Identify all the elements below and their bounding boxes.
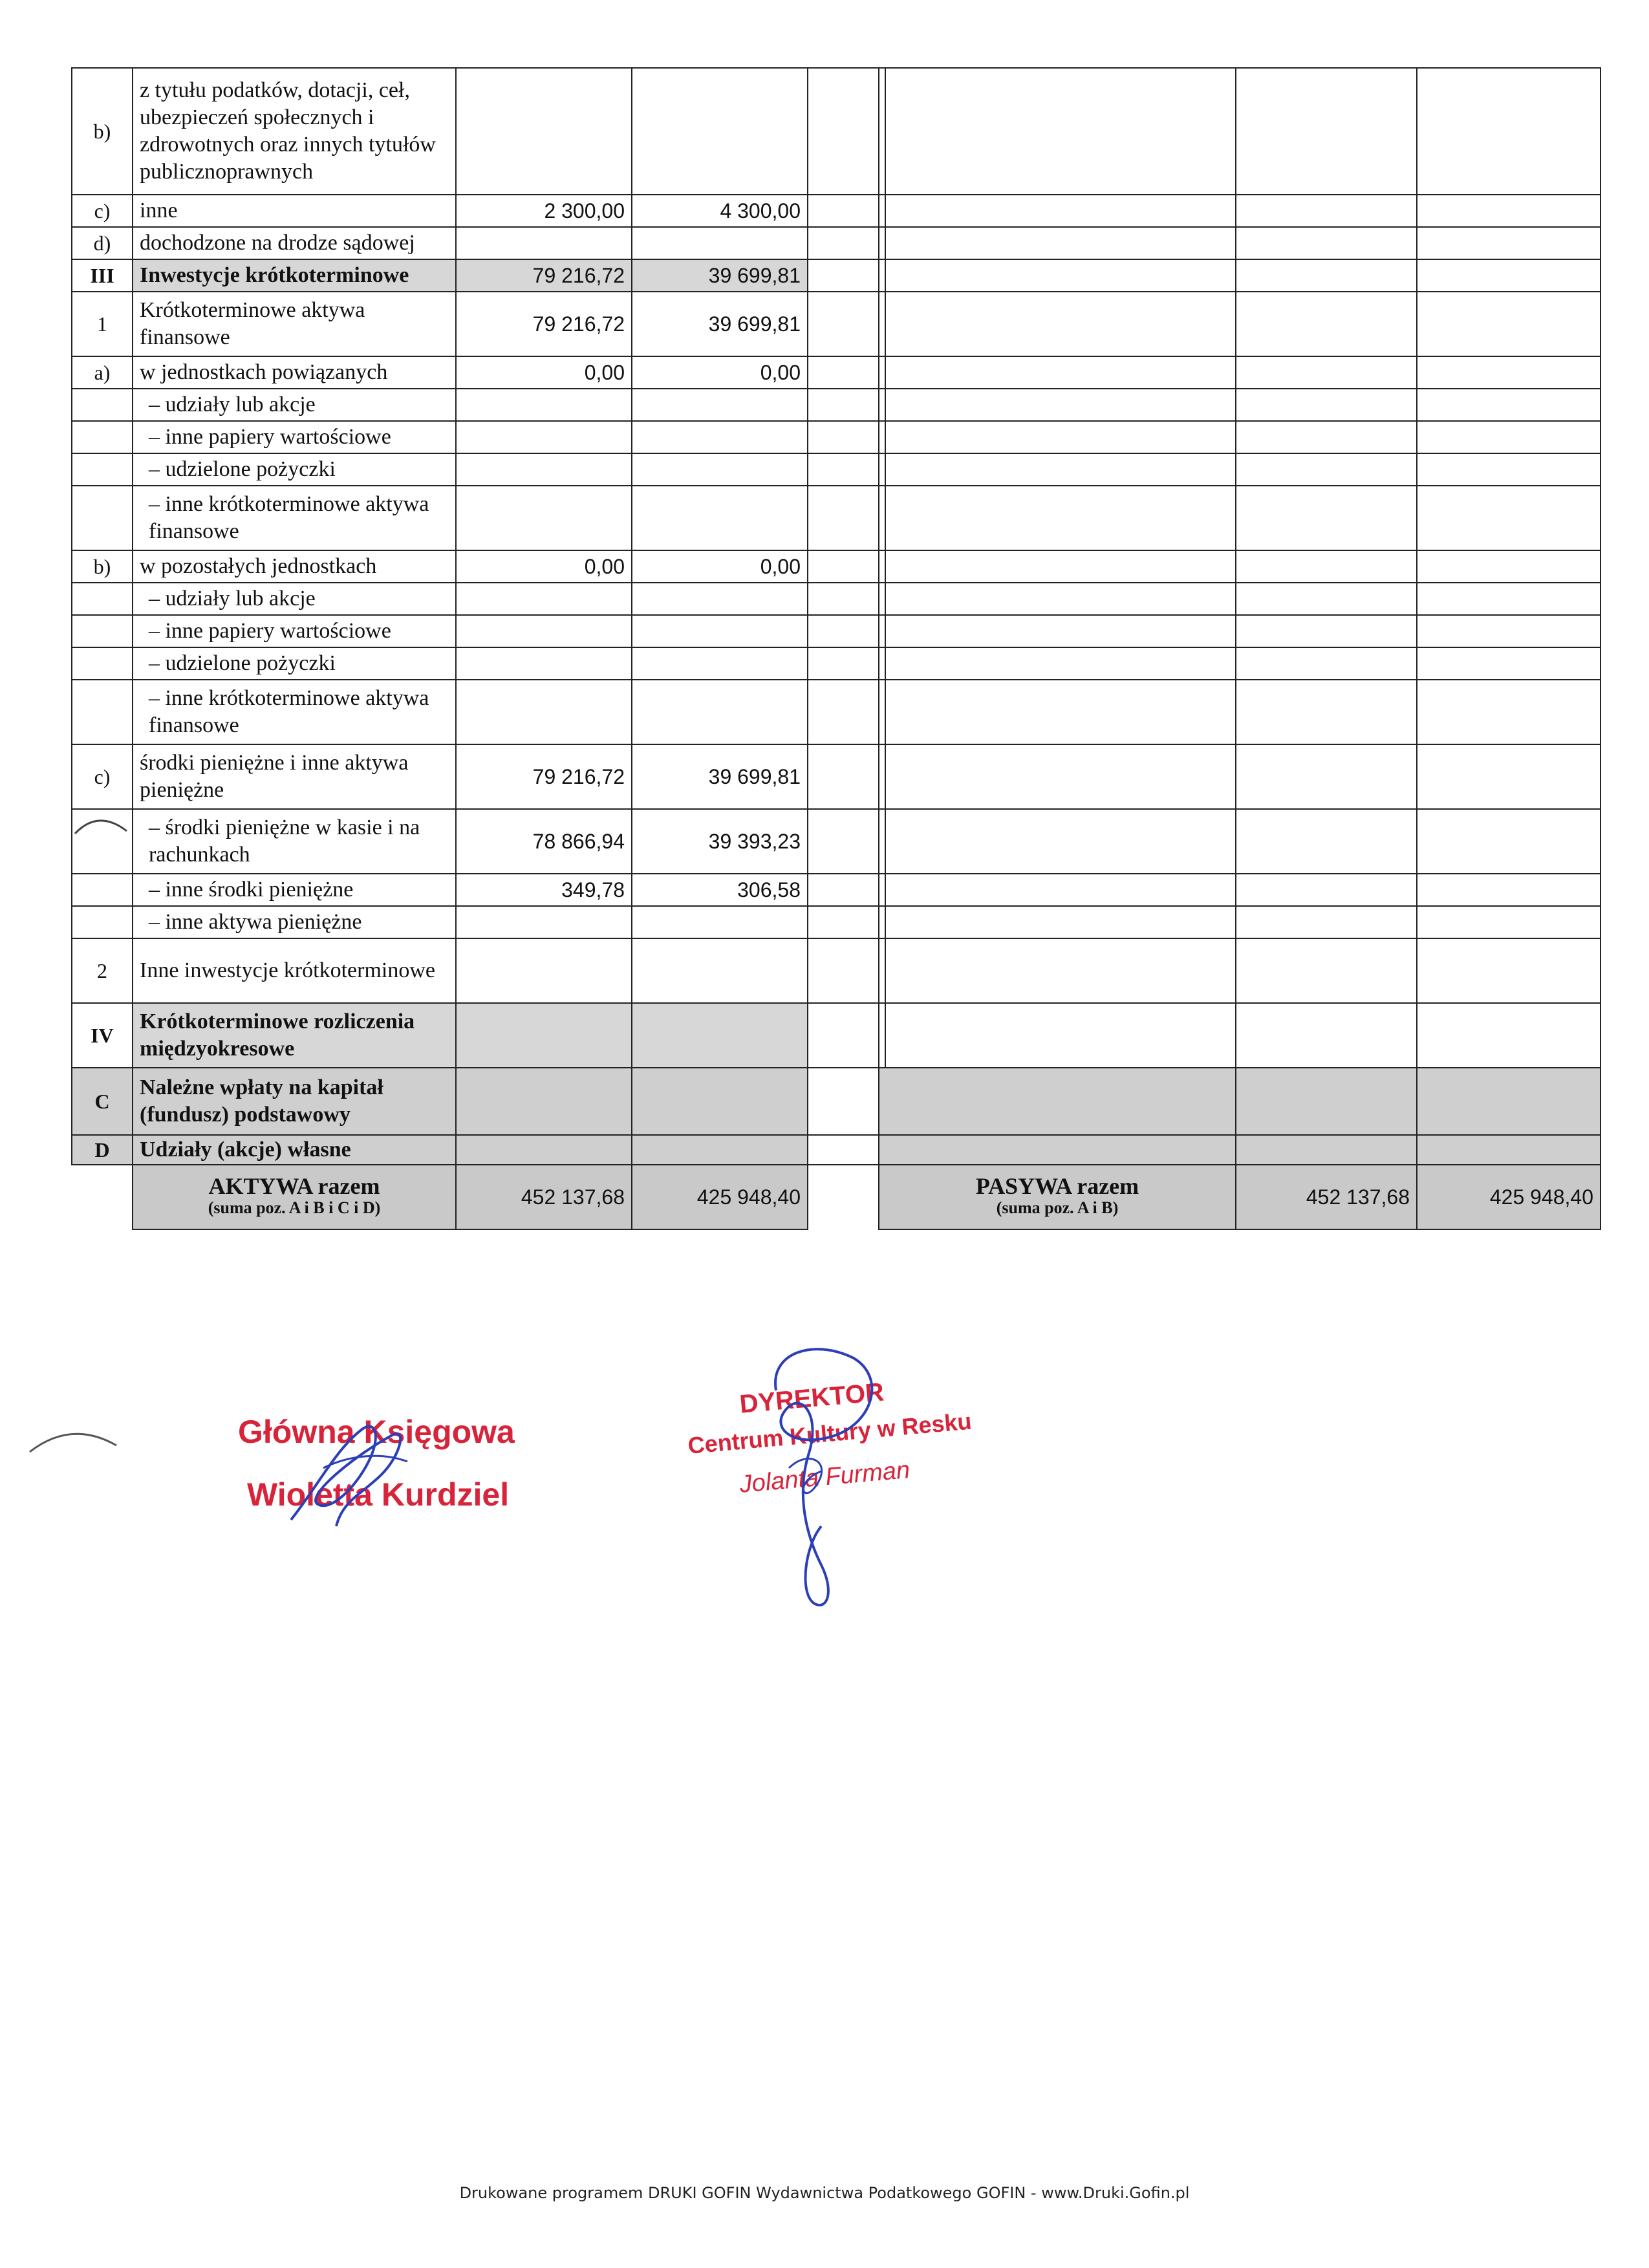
row-value-previous: 306,58 [632,874,808,906]
cell [1236,809,1417,874]
row-value-current: 0,00 [456,550,632,583]
table-row [72,453,885,486]
table-row [879,421,1600,453]
row-number [72,680,133,744]
row-value-previous [632,1068,808,1135]
cell [1417,68,1600,195]
cell [879,292,1236,356]
cell [879,680,1236,744]
row-number: C [72,1068,133,1135]
row-label: Inne inwestycje krótkoterminowe [133,938,456,1003]
row-number [72,906,133,938]
table-row [72,486,885,550]
row-extra-cell [808,583,885,615]
table-row [879,259,1600,292]
row-value-current: 0,00 [456,356,632,389]
table-row [72,227,885,259]
cell [1417,647,1600,680]
row-number: III [72,259,133,292]
row-extra-cell [808,227,885,259]
row-value-current [456,389,632,421]
cell [1417,356,1600,389]
row-label: dochodzone na drodze sądowej [133,227,456,259]
row-number [72,486,133,550]
row-extra-cell [808,195,885,227]
row-value-current [456,421,632,453]
cell [879,68,1236,195]
row-value-previous [632,615,808,647]
row-number: D [72,1135,133,1165]
row-value-current [456,615,632,647]
cell [879,550,1236,583]
row-extra-cell [808,550,885,583]
row-label: – inne papiery wartościowe [133,421,456,453]
row-value-current: 79 216,72 [456,292,632,356]
row-value-previous [632,389,808,421]
accountant-signature [278,1390,420,1539]
cell [1417,421,1600,453]
row-value-previous [632,68,808,195]
row-value-previous: 39 699,81 [632,259,808,292]
table-row [72,583,885,615]
row-extra-cell [808,356,885,389]
row-number: IV [72,1003,133,1068]
table-row [879,292,1600,356]
row-value-previous [632,583,808,615]
row-label: – udziały lub akcje [133,583,456,615]
table-row [879,227,1600,259]
row-number [72,647,133,680]
cell [1236,453,1417,486]
cell [1236,421,1417,453]
cell [879,1003,1236,1068]
table-row [72,615,885,647]
cell [879,809,1236,874]
cell [1236,647,1417,680]
cell [1417,906,1600,938]
cell [1417,680,1600,744]
row-value-current [456,906,632,938]
table-row [879,389,1600,421]
liabilities-total-label-cell [879,1165,1236,1229]
assets-total-label-cell [133,1165,456,1229]
table-row [879,356,1600,389]
cell [879,453,1236,486]
row-value-current [456,1068,632,1135]
cell [879,421,1236,453]
row-label: – udzielone pożyczki [133,453,456,486]
cell [1236,1068,1417,1135]
cell [1236,744,1417,809]
director-org: Centrum Kultury w Resku [687,1407,973,1459]
row-value-current [456,583,632,615]
row-value-previous [632,938,808,1003]
cell [1236,680,1417,744]
print-footer: Drukowane programem DRUKI GOFIN Wydawnictwa Podatkowego GOFIN - www.Druki.Gofin.pl [459,2184,1190,2202]
assets-table [71,67,886,1230]
cell [1236,195,1417,227]
table-row [879,874,1600,906]
table-row [879,1003,1600,1068]
row-label: – inne krótkoterminowe aktywa finansowe [133,680,456,744]
row-extra-cell [808,906,885,938]
cell [879,259,1236,292]
cell [1417,389,1600,421]
row-number [72,583,133,615]
liabilities-total-previous: 425 948,40 [1417,1165,1600,1229]
cell [879,356,1236,389]
cell [1236,356,1417,389]
row-value-previous [632,1003,808,1068]
cell [1417,1068,1600,1135]
table-row [879,680,1600,744]
cell [1417,486,1600,550]
table-row [879,550,1600,583]
table-row [72,356,885,389]
row-value-current: 78 866,94 [456,809,632,874]
cell [1417,227,1600,259]
liabilities-total-row [879,1165,1600,1229]
cell [1417,195,1600,227]
row-value-current [456,68,632,195]
row-extra-cell [808,809,885,874]
row-label: Inwestycje krótkoterminowe [133,259,456,292]
assets-total-row [72,1165,885,1229]
row-value-current [456,453,632,486]
cell [1417,292,1600,356]
row-extra-cell [808,421,885,453]
row-extra-cell [808,647,885,680]
row-value-previous [632,421,808,453]
row-label: Udziały (akcje) własne [133,1135,456,1165]
cell [1417,583,1600,615]
table-row [72,292,885,356]
row-label: – środki pieniężne w kasie i na rachunkach [133,809,456,874]
table-row [72,680,885,744]
row-value-previous: 0,00 [632,356,808,389]
table-row [72,1135,885,1165]
cell [879,647,1236,680]
table-row [879,68,1600,195]
cell [1236,259,1417,292]
row-value-previous: 39 393,23 [632,809,808,874]
cell [1236,1135,1417,1165]
cell [1417,938,1600,1003]
row-value-previous: 4 300,00 [632,195,808,227]
row-extra-cell [808,1135,885,1165]
row-label: Krótkoterminowe rozliczenia międzyokresowe [133,1003,456,1068]
cell [1417,550,1600,583]
row-label: – inne środki pieniężne [133,874,456,906]
table-row [72,195,885,227]
cell [879,486,1236,550]
cell [1417,615,1600,647]
assets-total-sublabel: (suma poz. A i B i C i D) [208,1198,381,1217]
cell [1417,809,1600,874]
table-row [879,453,1600,486]
row-label: Należne wpłaty na kapitał (fundusz) podstawowy [133,1068,456,1135]
cell [879,227,1236,259]
row-extra-cell [808,1068,885,1135]
table-row [72,68,885,195]
row-number [72,874,133,906]
table-row [879,647,1600,680]
row-label: – inne aktywa pieniężne [133,906,456,938]
cell [879,938,1236,1003]
row-label: środki pieniężne i inne aktywa pieniężne [133,744,456,809]
row-extra-cell [808,68,885,195]
row-extra-cell [808,292,885,356]
arc-mark [26,1420,123,1458]
cell [1417,874,1600,906]
director-signature [724,1332,905,1630]
row-extra-cell [808,680,885,744]
director-title: DYREKTOR [738,1377,885,1419]
cell [879,1135,1236,1165]
accountant-name: Wioletta Kurdziel [247,1476,510,1513]
cell [1417,453,1600,486]
row-number: d) [72,227,133,259]
row-label: z tytułu podatków, dotacji, ceł, ubezpieczeń społecznych i zdrowotnych oraz innych tytułów publicznoprawnych [133,68,456,195]
row-label: w pozostałych jednostkach [133,550,456,583]
row-number [72,389,133,421]
table-row [879,195,1600,227]
liabilities-total-label: PASYWA razem [975,1173,1139,1199]
cell [1236,615,1417,647]
table-row [879,906,1600,938]
row-number: a) [72,356,133,389]
table-row [879,744,1600,809]
row-label: w jednostkach powiązanych [133,356,456,389]
table-row [72,744,885,809]
cell [879,389,1236,421]
cell [1236,550,1417,583]
row-label: – udziały lub akcje [133,389,456,421]
row-value-previous [632,647,808,680]
table-row [72,1003,885,1068]
row-value-current: 2 300,00 [456,195,632,227]
row-value-previous: 39 699,81 [632,292,808,356]
table-row [879,809,1600,874]
row-extra-cell [808,744,885,809]
cell [879,195,1236,227]
row-value-current: 79 216,72 [456,744,632,809]
row-extra-cell [808,1003,885,1068]
table-row [72,938,885,1003]
liabilities-total-sublabel: (suma poz. A i B) [996,1198,1119,1217]
row-value-current: 79 216,72 [456,259,632,292]
assets-total-label: AKTYWA razem [208,1173,380,1199]
row-number: c) [72,195,133,227]
cell [1236,292,1417,356]
cell [879,874,1236,906]
cell [1236,68,1417,195]
arc-mark [72,812,131,837]
cell [1417,259,1600,292]
table-row [879,615,1600,647]
cell [1236,906,1417,938]
empty-cell [808,1165,885,1229]
row-value-previous [632,680,808,744]
table-row [72,421,885,453]
row-number [72,615,133,647]
row-value-current [456,486,632,550]
row-value-current [456,227,632,259]
row-label: – udzielone pożyczki [133,647,456,680]
table-row [72,874,885,906]
row-value-current [456,1003,632,1068]
table-row [72,550,885,583]
row-value-previous [632,453,808,486]
row-value-previous [632,906,808,938]
table-row [72,647,885,680]
row-number: b) [72,68,133,195]
table-row [879,583,1600,615]
table-row [72,1068,885,1135]
assets-total-previous: 425 948,40 [632,1165,808,1229]
cell [879,615,1236,647]
row-value-previous: 0,00 [632,550,808,583]
cell [1417,1135,1600,1165]
cell [879,744,1236,809]
row-label: Krótkoterminowe aktywa finansowe [133,292,456,356]
cell [879,1068,1236,1135]
cell [1236,938,1417,1003]
cell [1236,486,1417,550]
row-number: 2 [72,938,133,1003]
cell [1236,874,1417,906]
row-value-previous: 39 699,81 [632,744,808,809]
table-row [879,938,1600,1003]
row-number: b) [72,550,133,583]
row-number: 1 [72,292,133,356]
row-value-current [456,938,632,1003]
row-value-current [456,680,632,744]
row-value-current [456,1135,632,1165]
row-extra-cell [808,453,885,486]
empty-cell [72,1165,133,1229]
row-extra-cell [808,259,885,292]
cell [1417,1003,1600,1068]
row-value-current: 349,78 [456,874,632,906]
row-value-previous [632,486,808,550]
row-extra-cell [808,486,885,550]
cell [879,583,1236,615]
cell [1236,227,1417,259]
row-value-previous [632,1135,808,1165]
cell [1236,1003,1417,1068]
row-number [72,453,133,486]
table-row [72,259,885,292]
table-row [72,906,885,938]
row-label: inne [133,195,456,227]
row-extra-cell [808,615,885,647]
table-row [879,1135,1600,1165]
row-number: c) [72,744,133,809]
cell [1417,744,1600,809]
table-row [72,389,885,421]
director-name: Jolanta Furman [738,1456,911,1498]
accountant-title: Główna Księgowa [238,1414,515,1450]
cell [879,906,1236,938]
row-extra-cell [808,874,885,906]
row-extra-cell [808,389,885,421]
row-extra-cell [808,938,885,1003]
row-label: – inne papiery wartościowe [133,615,456,647]
row-label: – inne krótkoterminowe aktywa finansowe [133,486,456,550]
liabilities-total-current: 452 137,68 [1236,1165,1417,1229]
row-value-previous [632,227,808,259]
table-row [72,809,885,874]
cell [1236,583,1417,615]
table-row [879,1068,1600,1135]
table-row [879,486,1600,550]
row-value-current [456,647,632,680]
assets-total-current: 452 137,68 [456,1165,632,1229]
cell [1236,389,1417,421]
liabilities-table [878,67,1601,1230]
row-number [72,421,133,453]
